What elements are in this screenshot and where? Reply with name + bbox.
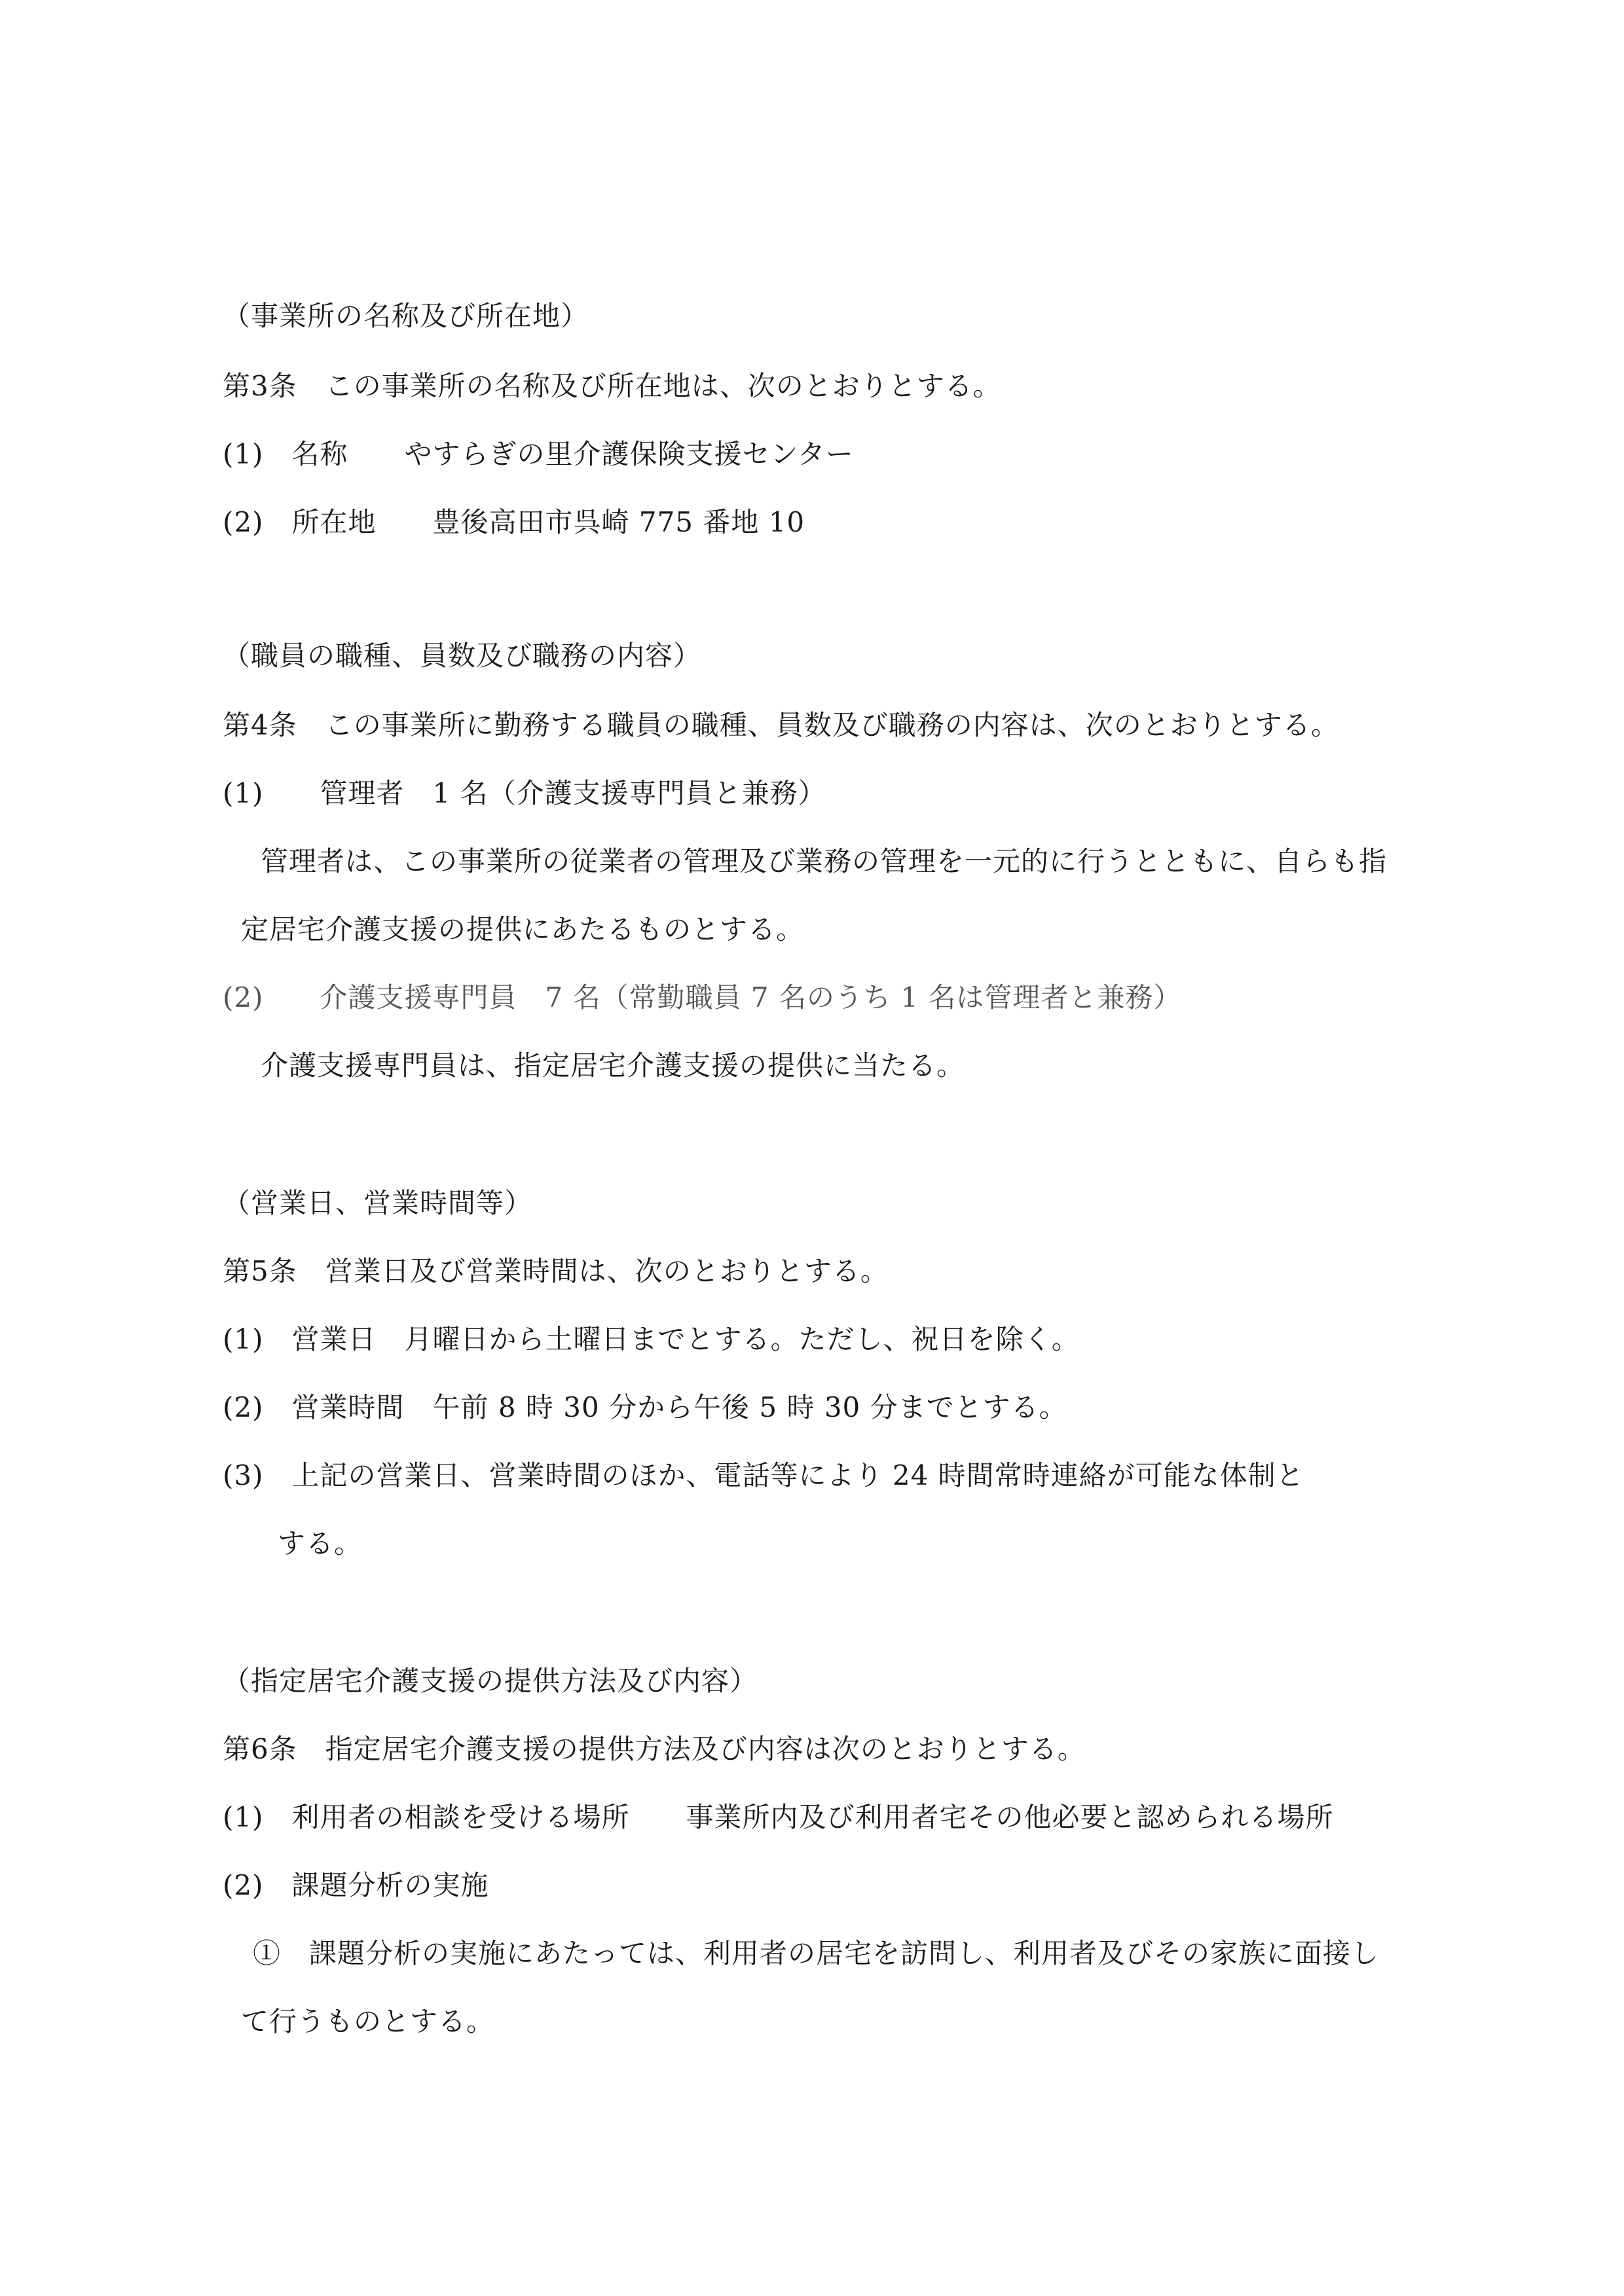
list-item: (1) 利用者の相談を受ける場所 事業所内及び利用者宅その他必要と認められる場所 (223, 1801, 1334, 1833)
list-item: (2) 所在地 豊後高田市呉崎 775 番地 10 (223, 506, 805, 538)
list-item: (2) 介護支援専門員 7 名（常勤職員 7 名のうち 1 名は管理者と兼務） (223, 981, 1182, 1013)
article-text: 第5条 営業日及び営業時間は、次のとおりとする。 (223, 1255, 889, 1287)
article-text: 第4条 この事業所に勤務する職員の職種、員数及び職務の内容は、次のとおりとする。 (223, 709, 1339, 741)
list-item: (1) 管理者 1 名（介護支援専門員と兼務） (223, 777, 826, 809)
list-item: (1) 営業日 月曜日から土曜日までとする。ただし、祝日を除く。 (223, 1323, 1080, 1355)
paragraph-text: 定居宅介護支援の提供にあたるものとする。 (241, 913, 805, 945)
article-text: 第6条 指定居宅介護支援の提供方法及び内容は次のとおりとする。 (223, 1733, 1086, 1765)
section-heading: （営業日、営業時間等） (223, 1187, 533, 1219)
article-text: 第3条 この事業所の名称及び所在地は、次のとおりとする。 (223, 370, 1001, 402)
section-heading: （指定居宅介護支援の提供方法及び内容） (223, 1665, 758, 1697)
paragraph-text: て行うものとする。 (241, 2005, 495, 2037)
list-item: (1) 名称 やすらぎの里介護保険支援センター (223, 438, 854, 470)
section-heading: （職員の職種、員数及び職務の内容） (223, 640, 702, 672)
list-item: (2) 営業時間 午前 8 時 30 分から午後 5 時 30 分までとする。 (223, 1391, 1067, 1423)
sub-list-item: ① 課題分析の実施にあたっては、利用者の居宅を訪問し、利用者及びその家族に面接し (253, 1937, 1380, 1969)
paragraph-text: する。 (278, 1527, 363, 1559)
list-item: (3) 上記の営業日、営業時間のほか、電話等により 24 時間常時連絡が可能な体制と (223, 1459, 1304, 1491)
paragraph-text: 管理者は、この事業所の従業者の管理及び業務の管理を一元的に行うとともに、自らも指 (261, 845, 1388, 877)
paragraph-text: 介護支援専門員は、指定居宅介護支援の提供に当たる。 (261, 1049, 965, 1082)
section-heading: （事業所の名称及び所在地） (223, 300, 589, 332)
list-item: (2) 課題分析の実施 (223, 1869, 489, 1901)
